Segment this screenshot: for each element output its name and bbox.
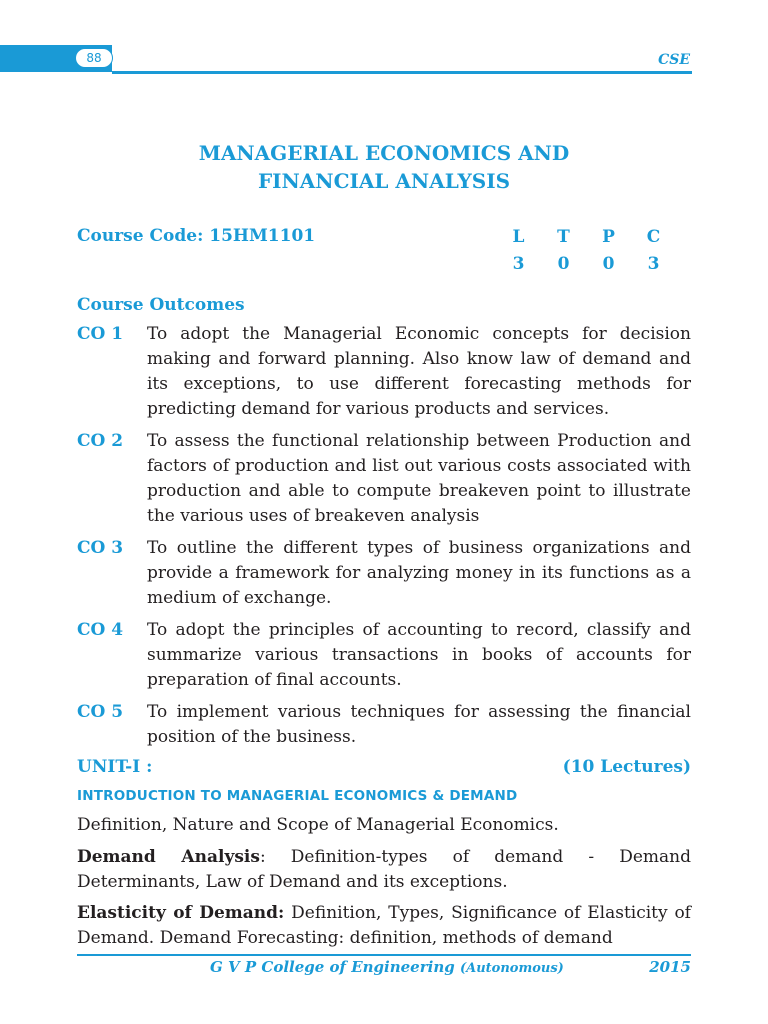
- unit-paragraph-3: [77, 901, 691, 951]
- list-item: [77, 322, 691, 422]
- co-label: CO 4: [77, 620, 124, 640]
- ltpc-header-row: [496, 224, 676, 251]
- list-item: [77, 429, 691, 529]
- co-text: To outline the different types of business organizations and provide a framework for analyzing money in its functions as a medium of exchange.: [147, 538, 691, 608]
- list-item: [77, 536, 691, 611]
- unit-label: UNIT-I :: [77, 757, 153, 777]
- co-text: To assess the functional relationship between Production and factors of production and list out various costs associated with production and able to compute breakeven point to illustrate the various uses of breakeven analysis: [147, 431, 691, 526]
- co-label: CO 5: [77, 702, 124, 722]
- unit-subtitle: INTRODUCTION TO MANAGERIAL ECONOMICS & DEMAND: [77, 788, 518, 804]
- ltpc-value-c: 3: [647, 254, 660, 274]
- ltpc-header-p: P: [602, 227, 615, 247]
- unit-paragraph-1: Definition, Nature and Scope of Managerial Economics.: [77, 815, 559, 835]
- ltpc-header-l: L: [512, 227, 525, 247]
- header-rule: [112, 71, 692, 74]
- title-line-2: FINANCIAL ANALYSIS: [257, 169, 511, 193]
- demand-analysis-text: : Definition-types of demand - Demand Determinants, Law of Demand and its exceptions.: [77, 847, 691, 892]
- ltpc-value-p: 0: [602, 254, 615, 274]
- ltpc-header-c: C: [646, 227, 661, 247]
- ltpc-header-t: T: [557, 227, 570, 247]
- unit-lectures: (10 Lectures): [562, 757, 691, 777]
- page-number: 88: [75, 48, 113, 68]
- course-outcomes-heading: Course Outcomes: [77, 295, 245, 315]
- co-label: CO 2: [77, 431, 124, 451]
- co-text: To adopt the principles of accounting to record, classify and summarize various transactions in books of accounts for preparation of final accounts.: [147, 620, 691, 690]
- college-name: G V P College of Engineering: [210, 958, 455, 976]
- ltpc-value-t: 0: [557, 254, 570, 274]
- co-label: CO 1: [77, 324, 124, 344]
- elasticity-term: Elasticity of Demand:: [77, 903, 285, 923]
- department-label: CSE: [658, 52, 690, 68]
- unit-paragraph-2: [77, 845, 691, 895]
- co-label: CO 3: [77, 538, 124, 558]
- course-outcomes-list: [77, 322, 691, 757]
- footer-year: 2015: [649, 958, 691, 976]
- ltpc-value-row: [496, 251, 676, 278]
- unit-heading: [77, 757, 691, 777]
- page-title: [77, 139, 691, 195]
- footer-college: [210, 958, 564, 976]
- autonomous-label: (Autonomous): [459, 961, 564, 976]
- list-item: [77, 700, 691, 750]
- ltpc-table: [496, 224, 676, 278]
- co-text: To implement various techniques for assessing the financial position of the business.: [147, 702, 691, 747]
- elasticity-text: Definition, Types, Significance of Elasticity of Demand. Demand Forecasting: definition, methods of demand: [77, 903, 691, 948]
- demand-analysis-term: Demand Analysis: [77, 847, 260, 867]
- course-code: Course Code: 15HM1101: [77, 226, 316, 246]
- footer-rule: [77, 954, 691, 956]
- co-text: To adopt the Managerial Economic concepts for decision making and forward planning. Also know law of demand and its exceptions, to use different forecasting methods for predicting demand for various products and services.: [147, 324, 691, 419]
- title-line-1: MANAGERIAL ECONOMICS AND: [198, 141, 570, 165]
- ltpc-value-l: 3: [512, 254, 525, 274]
- page-footer: [210, 958, 691, 976]
- list-item: [77, 618, 691, 693]
